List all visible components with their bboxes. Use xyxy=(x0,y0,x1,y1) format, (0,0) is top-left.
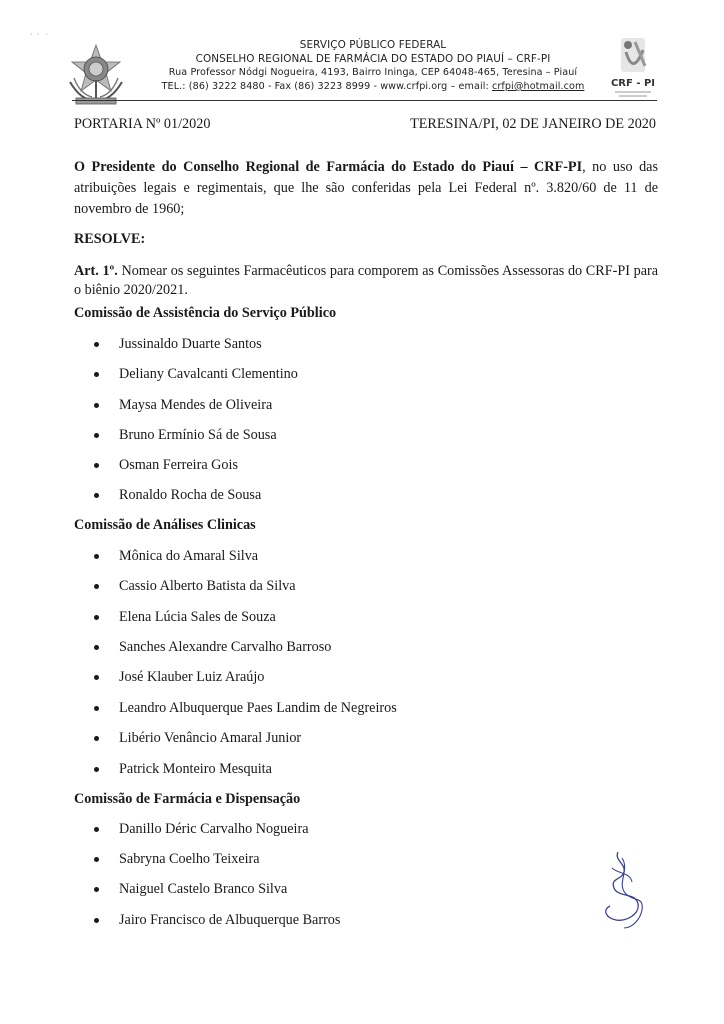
list-item xyxy=(94,821,309,838)
member-name: Naiguel Castelo Branco Silva xyxy=(119,881,288,897)
member-name: Osman Ferreira Gois xyxy=(119,457,238,473)
header-phone: TEL.: (86) 3222 8480 - Fax (86) 3223 8999 - www.crfpi.org – email: xyxy=(161,81,492,92)
header-line-2: CONSELHO REGIONAL DE FARMÁCIA DO ESTADO DO PIAUÍ – CRF-PI xyxy=(195,53,551,65)
commission-title: Comissão de Farmácia e Dispensação xyxy=(74,791,301,807)
member-name: Libério Venâncio Amaral Junior xyxy=(119,730,302,746)
intro-bold: O Presidente do Conselho Regional de Farmácia do Estado do Piauí – CRF-PI xyxy=(74,159,583,175)
article-1 xyxy=(74,262,658,300)
member-name: Bruno Ermínio Sá de Sousa xyxy=(119,427,277,443)
member-name: Mônica do Amaral Silva xyxy=(119,548,259,564)
header-contacts xyxy=(148,80,598,94)
intro-paragraph xyxy=(74,157,658,220)
bullet-icon xyxy=(94,827,99,832)
bullet-icon xyxy=(94,493,99,498)
header-address: Rua Professor Nódgi Nogueira, 4193, Bairro Ininga, CEP 64048-465, Teresina – Piauí xyxy=(168,67,578,78)
list-item xyxy=(94,457,238,474)
commission-title: Comissão de Análises Clinicas xyxy=(74,517,256,533)
member-name: José Klauber Luiz Araújo xyxy=(119,669,265,685)
bullet-icon xyxy=(94,706,99,711)
member-name: Danillo Déric Carvalho Nogueira xyxy=(119,821,309,837)
scan-speck: · · · xyxy=(30,30,48,39)
bullet-icon xyxy=(94,857,99,862)
member-name: Sanches Alexandre Carvalho Barroso xyxy=(119,639,332,655)
list-item xyxy=(94,397,272,414)
member-name: Leandro Albuquerque Paes Landim de Negreiros xyxy=(119,700,397,716)
crf-pi-logo-label: CRF - PI xyxy=(610,78,656,89)
bullet-icon xyxy=(94,584,99,589)
bullet-icon xyxy=(94,554,99,559)
crf-pi-logo-icon xyxy=(605,36,661,104)
letterhead-text xyxy=(148,38,598,94)
bullet-icon xyxy=(94,342,99,347)
list-item xyxy=(94,578,296,595)
list-item xyxy=(94,487,261,504)
member-name: Jussinaldo Duarte Santos xyxy=(119,336,262,352)
header-line-1: SERVIÇO PÚBLICO FEDERAL xyxy=(299,39,447,51)
article-text: Nomear os seguintes Farmacêuticos para comporem as Comissões Assessoras do CRF-PI para o biênio 2020/2021. xyxy=(74,263,659,298)
header-email-link[interactable]: crfpi@hotmail.com xyxy=(491,81,585,92)
list-item xyxy=(94,366,298,383)
list-item xyxy=(94,851,260,868)
list-item xyxy=(94,609,276,626)
list-item xyxy=(94,912,340,929)
list-item xyxy=(94,548,258,565)
letterhead xyxy=(0,34,724,104)
bullet-icon xyxy=(94,645,99,650)
list-item xyxy=(94,761,272,778)
bullet-icon xyxy=(94,736,99,741)
portaria-number: PORTARIA Nº 01/2020 xyxy=(74,116,211,132)
member-name: Patrick Monteiro Mesquita xyxy=(119,761,272,777)
article-label: Art. 1º. xyxy=(74,263,118,279)
member-name: Deliany Cavalcanti Clementino xyxy=(119,366,298,382)
brazil-coat-of-arms-icon xyxy=(62,42,130,108)
bullet-icon xyxy=(94,403,99,408)
list-item xyxy=(94,730,301,747)
resolve-heading: RESOLVE: xyxy=(74,231,146,247)
member-name: Ronaldo Rocha de Sousa xyxy=(119,487,262,503)
list-item xyxy=(94,669,264,686)
list-item xyxy=(94,700,397,717)
intro-rest: , no uso das atribuições legais e regimentais, que lhe são conferidas pela Lei Federal nº. 3.820/60 de 11 de novembro de 1960; xyxy=(74,159,658,217)
member-name: Jairo Francisco de Albuquerque Barros xyxy=(119,912,341,928)
place-date: TERESINA/PI, 02 DE JANEIRO DE 2020 xyxy=(410,116,656,132)
portaria-line xyxy=(74,116,656,133)
list-item xyxy=(94,639,331,656)
member-name: Sabryna Coelho Teixeira xyxy=(119,851,260,867)
member-name: Cassio Alberto Batista da Silva xyxy=(119,578,296,594)
handwritten-signature xyxy=(596,848,648,932)
bullet-icon xyxy=(94,463,99,468)
member-name: Maysa Mendes de Oliveira xyxy=(119,397,273,413)
list-item xyxy=(94,427,277,444)
bullet-icon xyxy=(94,767,99,772)
bullet-icon xyxy=(94,887,99,892)
bullet-icon xyxy=(94,918,99,923)
list-item xyxy=(94,336,262,353)
bullet-icon xyxy=(94,615,99,620)
bullet-icon xyxy=(94,675,99,680)
header-divider xyxy=(72,100,657,101)
list-item xyxy=(94,881,287,898)
commission-title: Comissão de Assistência do Serviço Público xyxy=(74,305,337,321)
bullet-icon xyxy=(94,372,99,377)
member-name: Elena Lúcia Sales de Souza xyxy=(119,609,276,625)
bullet-icon xyxy=(94,433,99,438)
